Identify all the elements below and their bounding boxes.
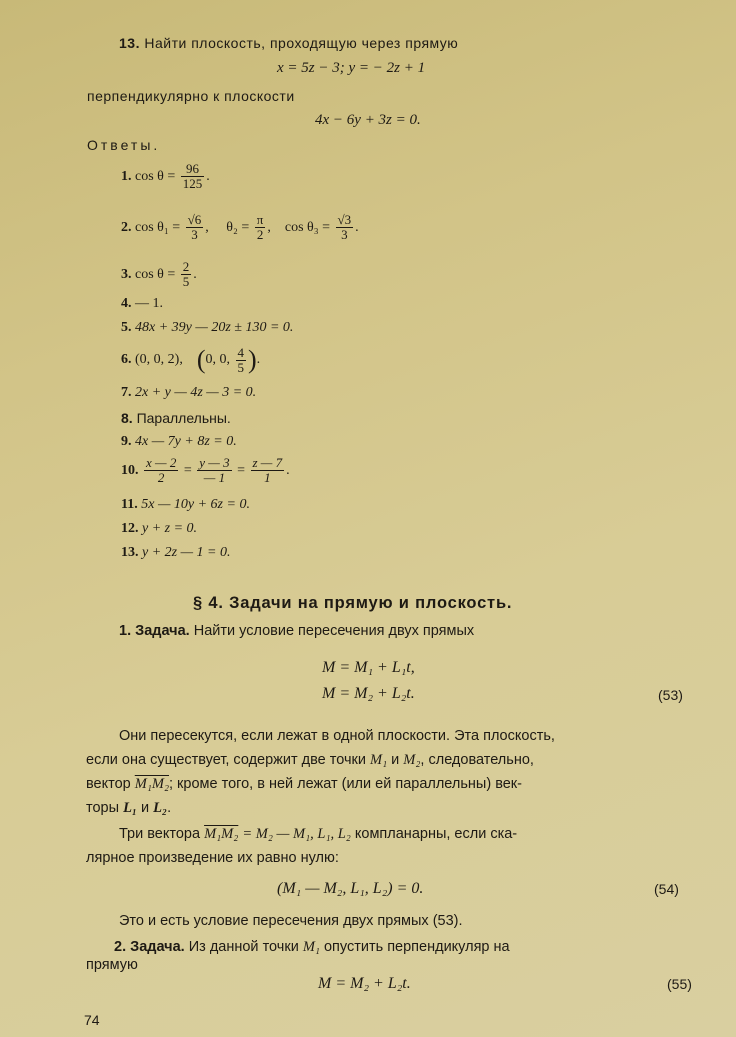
- fraction-denominator: 1: [264, 470, 271, 486]
- answer-text: 5x — 10y + 6z = 0.: [141, 497, 250, 512]
- fraction-numerator: √3: [337, 212, 352, 228]
- answer-text: 0, 0,: [205, 352, 230, 368]
- answer-lhs: cos θ₁ =: [135, 220, 181, 235]
- section-heading: § 4. Задачи на прямую и плоскость.: [193, 594, 513, 612]
- answer-2: [121, 211, 359, 245]
- line-equation: x = 5z − 3; y = − 2z + 1: [277, 60, 426, 76]
- text: торы: [86, 800, 120, 816]
- fraction: [197, 456, 231, 485]
- task-label: Задача.: [130, 939, 185, 955]
- right-paren: ): [248, 345, 257, 374]
- fraction-denominator: 125: [182, 176, 203, 192]
- math-expression: = M₂ — M₁, L₁, L₂: [242, 826, 351, 842]
- answer-number: 5.: [121, 320, 132, 335]
- answer-12: [121, 520, 197, 538]
- fraction: [181, 162, 205, 191]
- problem-text: Найти плоскость, проходящую через прямую: [144, 35, 459, 51]
- answer-text: 4x — 7y + 8z = 0.: [135, 434, 237, 449]
- answer-10: [121, 452, 290, 490]
- left-paren: (: [196, 345, 206, 374]
- equals-sign: =: [183, 463, 192, 478]
- vector-symbol: M₁M₂: [134, 776, 169, 792]
- fraction: [255, 213, 266, 242]
- answer-lhs: cos θ₃ =: [284, 220, 331, 235]
- math-symbol: M₁: [370, 752, 388, 768]
- fraction-numerator: z — 7: [252, 455, 283, 471]
- fraction: [186, 213, 204, 242]
- task-text: опустить перпендикуляр на: [323, 939, 510, 955]
- answer-9: [121, 433, 237, 451]
- answer-text: y + 2z — 1 = 0.: [142, 545, 231, 560]
- answer-lhs: θ₂ =: [226, 220, 250, 235]
- answer-text: (0, 0, 2),: [135, 352, 183, 368]
- fraction-numerator: π: [256, 212, 264, 228]
- fraction-numerator: 2: [182, 259, 190, 275]
- plane-equation: 4x − 6y + 3z = 0.: [315, 112, 421, 128]
- task-1-statement: [119, 622, 474, 640]
- task-number: 2.: [114, 939, 127, 955]
- paragraph-1-line-4: [86, 799, 171, 817]
- page-number: 74: [84, 1012, 100, 1028]
- answer-number: 3.: [121, 267, 132, 282]
- task-2-statement-cont: прямую: [86, 957, 138, 973]
- equation-number-53: (53): [658, 687, 683, 703]
- punct: .: [193, 267, 197, 282]
- answer-number: 9.: [121, 434, 132, 449]
- text: .: [167, 800, 172, 816]
- punct: ,: [205, 220, 209, 235]
- answer-number: 6.: [121, 352, 132, 368]
- math-symbol: L₁: [123, 800, 137, 816]
- text: если она существует, содержит две точки: [86, 752, 366, 768]
- answer-number: 13.: [121, 545, 139, 560]
- fraction-numerator: √6: [187, 212, 202, 228]
- fraction-numerator: y — 3: [199, 455, 230, 471]
- answers-heading: Ответы.: [87, 137, 161, 153]
- text: вектор: [86, 776, 131, 792]
- equation-number-55: (55): [667, 976, 692, 992]
- paragraph-2-line-1: [119, 825, 517, 843]
- text: и: [391, 752, 400, 768]
- answer-3: [121, 258, 197, 292]
- fraction: [144, 456, 178, 485]
- equation-line-1: M = M₁ + L₁t,: [322, 659, 415, 676]
- fraction-denominator: 5: [237, 359, 244, 375]
- problem-13-statement-cont: перпендикулярно к плоскости: [87, 88, 295, 104]
- answer-text: 2x + y — 4z — 3 = 0.: [135, 385, 257, 400]
- task-number: 1.: [119, 623, 132, 639]
- text: , следовательно,: [420, 752, 534, 768]
- answer-text: 48x + 39y — 20z ± 130 = 0.: [135, 320, 294, 335]
- problem-13-statement: [119, 34, 458, 52]
- paragraph-3: Это и есть условие пересечения двух прямых (53).: [119, 913, 463, 929]
- answer-7: [121, 384, 256, 402]
- punct: ,: [267, 220, 271, 235]
- punct: .: [206, 169, 210, 184]
- text: и: [141, 800, 150, 816]
- answer-5: [121, 319, 293, 337]
- task-text: Из данной точки: [188, 939, 299, 955]
- equation-54: (M₁ — M₂, L₁, L₂) = 0.: [277, 880, 424, 897]
- text: ; кроме того, в ней лежат (или ей параллельны) век-: [169, 776, 522, 792]
- fraction-denominator: 5: [182, 274, 190, 290]
- answer-13: [121, 544, 231, 562]
- fraction: [181, 260, 192, 289]
- answer-8: [121, 409, 231, 427]
- text: Три вектора: [119, 826, 201, 842]
- fraction-denominator: 2: [157, 470, 165, 486]
- answer-number: 12.: [121, 521, 139, 536]
- answer-number: 4.: [121, 296, 132, 311]
- answer-number: 1.: [121, 169, 132, 184]
- paragraph-1-line-1: Они пересекутся, если лежат в одной плоскости. Эта плоскость,: [119, 728, 555, 744]
- answer-number: 10.: [121, 463, 139, 478]
- answer-1: [121, 160, 210, 194]
- paragraph-1-line-3: [86, 775, 522, 793]
- paragraph-2-line-2: лярное произведение их равно нулю:: [86, 850, 339, 866]
- fraction-denominator: 2: [256, 227, 264, 243]
- paragraph-1-line-2: [86, 751, 534, 769]
- answer-4: [121, 295, 163, 313]
- fraction-denominator: 3: [191, 227, 198, 243]
- answer-text: y + z = 0.: [142, 521, 198, 536]
- answer-text: Параллельны.: [136, 410, 231, 426]
- fraction-numerator: x — 2: [146, 455, 177, 471]
- answer-lhs: cos θ =: [135, 267, 176, 282]
- equation-line-2: M = M₂ + L₂t.: [322, 685, 415, 702]
- punct: .: [286, 463, 290, 478]
- fraction-denominator: — 1: [203, 470, 226, 486]
- task-label: Задача.: [135, 623, 190, 639]
- answer-6: [121, 340, 260, 380]
- equals-sign: =: [237, 463, 245, 478]
- fraction: [336, 213, 354, 242]
- answer-number: 11.: [121, 497, 138, 512]
- fraction-numerator: 4: [237, 344, 244, 360]
- math-symbol: M₁: [302, 939, 320, 955]
- task-text: Найти условие пересечения двух прямых: [193, 623, 475, 639]
- punct: .: [256, 352, 261, 368]
- problem-number: 13.: [119, 35, 140, 51]
- fraction-numerator: 96: [181, 162, 205, 177]
- task-2-statement: [114, 938, 510, 956]
- equation-number-54: (54): [654, 881, 679, 897]
- punct: .: [355, 220, 359, 235]
- math-symbol: L₂: [153, 800, 168, 816]
- fraction-denominator: 3: [341, 227, 348, 243]
- answer-11: [121, 496, 250, 514]
- answer-number: 2.: [121, 220, 132, 235]
- answer-number: 8.: [121, 410, 133, 426]
- text: компланарны, если ска-: [354, 826, 518, 842]
- answer-text: — 1.: [135, 296, 163, 311]
- answer-number: 7.: [121, 385, 132, 400]
- fraction: [251, 456, 285, 485]
- equation-55: M = M₂ + L₂t.: [318, 975, 411, 992]
- math-symbol: M₂: [403, 752, 421, 768]
- vector-symbol: M₁M₂: [204, 826, 239, 842]
- fraction: [236, 346, 247, 375]
- answer-lhs: cos θ =: [135, 169, 176, 184]
